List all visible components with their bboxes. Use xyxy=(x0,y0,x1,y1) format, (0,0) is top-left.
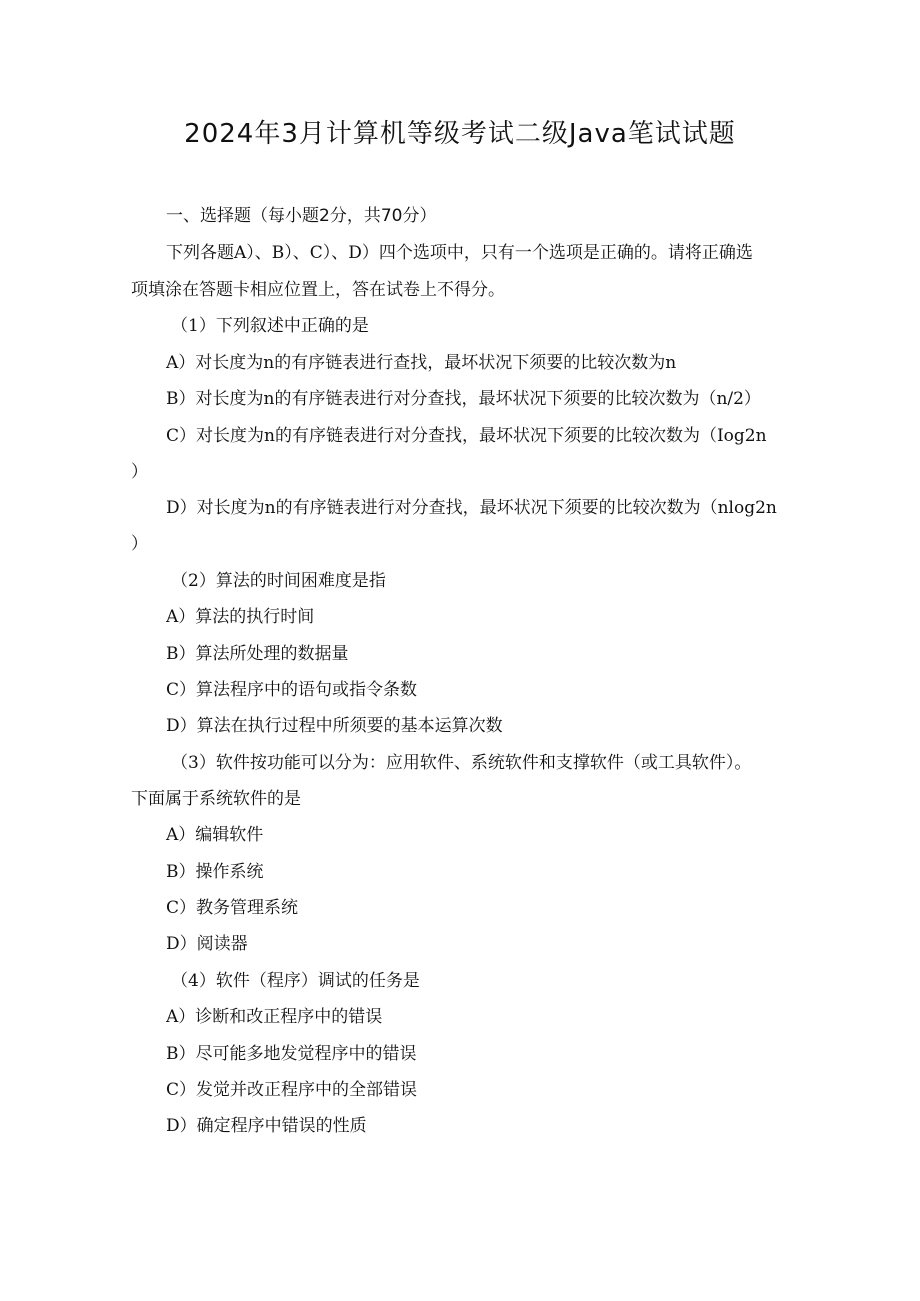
question-3-option-d: D）阅读器 xyxy=(166,934,248,954)
question-2-option-a: A）算法的执行时间 xyxy=(166,607,315,627)
question-2-option-c: C）算法程序中的语句或指令条数 xyxy=(166,680,418,700)
question-1-option-c-cont: ） xyxy=(131,462,148,482)
question-4-option-d: D）确定程序中错误的性质 xyxy=(166,1116,367,1136)
question-3-stem: （3）软件按功能可以分为：应用软件、系统软件和支撑软件（或工具软件）。 xyxy=(171,753,752,773)
question-3-option-a: A）编辑软件 xyxy=(166,825,264,845)
question-4-option-b: B）尽可能多地发觉程序中的错误 xyxy=(166,1044,417,1064)
question-4-option-c: C）发觉并改正程序中的全部错误 xyxy=(166,1080,418,1100)
question-1-option-c: C）对长度为n的有序链表进行对分查找，最坏状况下须要的比较次数为（Iog2n xyxy=(166,426,767,446)
question-3-option-b: B）操作系统 xyxy=(166,862,264,882)
question-1-option-b: B）对长度为n的有序链表进行对分查找，最坏状况下须要的比较次数为（n/2） xyxy=(166,389,761,409)
question-1-option-d: D）对长度为n的有序链表进行对分查找，最坏状况下须要的比较次数为（nlog2n xyxy=(166,498,777,518)
question-4-stem: （4）软件（程序）调试的任务是 xyxy=(171,971,420,991)
section-heading: 一、选择题（每小题2分，共70分） xyxy=(166,206,437,226)
question-2-stem: （2）算法的时间困难度是指 xyxy=(171,571,386,591)
question-1-option-a: A）对长度为n的有序链表进行查找，最坏状况下须要的比较次数为n xyxy=(166,353,677,373)
question-2-option-b: B）算法所处理的数据量 xyxy=(166,644,349,664)
page-title: 2024年3月计算机等级考试二级Java笔试试题 xyxy=(184,119,736,149)
question-2-option-d: D）算法在执行过程中所须要的基本运算次数 xyxy=(166,716,503,736)
instructions-line-2: 项填涂在答题卡相应位置上，答在试卷上不得分。 xyxy=(131,280,505,300)
question-3-stem-cont: 下面属于系统软件的是 xyxy=(131,789,301,809)
question-1-option-d-cont: ） xyxy=(131,534,148,554)
instructions-line-1: 下列各题A）、B）、C）、D）四个选项中，只有一个选项是正确的。请将正确选 xyxy=(166,243,753,263)
question-4-option-a: A）诊断和改正程序中的错误 xyxy=(166,1007,383,1027)
question-3-option-c: C）教务管理系统 xyxy=(166,898,299,918)
question-1-stem: （1）下列叙述中正确的是 xyxy=(171,316,369,336)
